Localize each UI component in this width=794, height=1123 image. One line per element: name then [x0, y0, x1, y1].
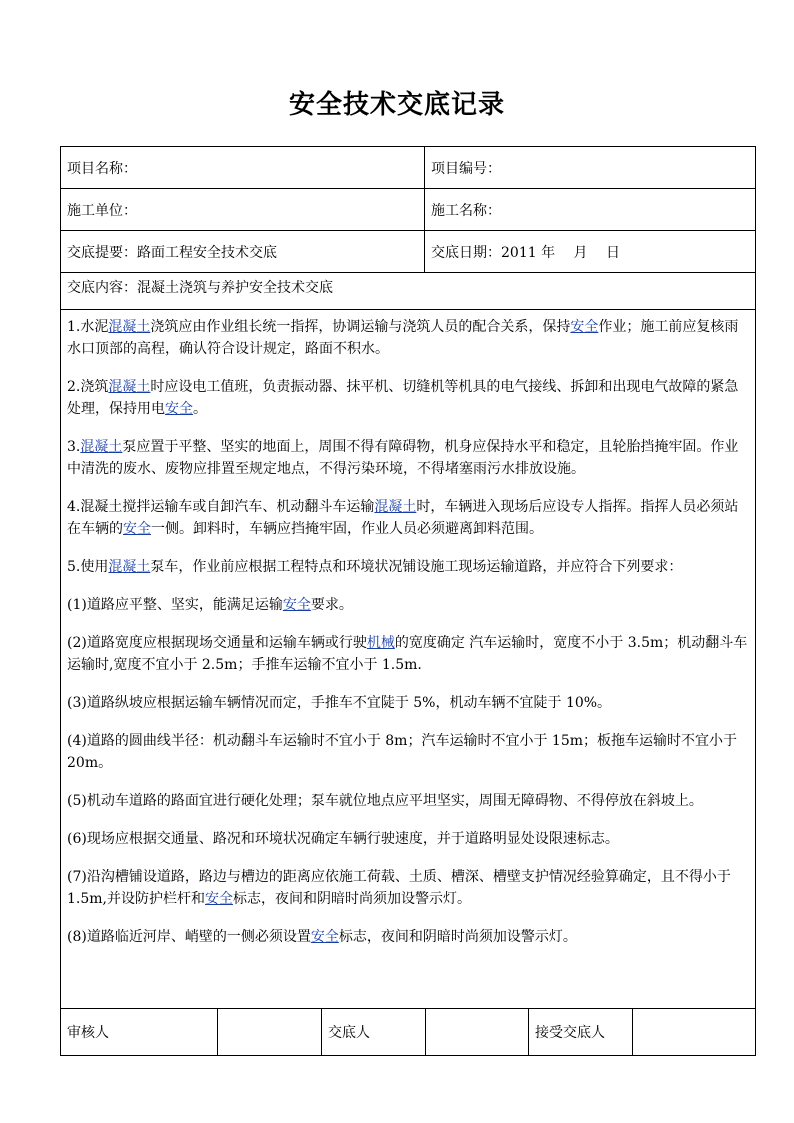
reviewer-signature-field[interactable] [217, 1009, 321, 1055]
content-label: 交底内容：混凝土浇筑与养护安全技术交底 [67, 280, 333, 296]
keyword-link[interactable]: 混凝土 [108, 319, 151, 335]
keyword-link[interactable]: 混凝土 [108, 379, 151, 395]
presenter-signature-field[interactable] [425, 1009, 528, 1055]
content-paragraph [67, 436, 750, 480]
content-paragraph [67, 828, 750, 850]
keyword-link[interactable]: 安全 [165, 401, 193, 417]
content-body [61, 310, 755, 1008]
receiver-label: 接受交底人 [535, 1025, 605, 1041]
date-label: 交底日期：2011 年 月 日 [431, 244, 620, 261]
project-name-label: 项目名称： [67, 160, 137, 177]
construction-unit-label: 施工单位： [67, 202, 137, 219]
reviewer-label-cell [61, 1009, 217, 1055]
summary-field[interactable] [61, 231, 424, 272]
content-paragraph [67, 496, 750, 540]
keyword-link[interactable]: 安全 [123, 521, 151, 537]
content-paragraph [67, 926, 750, 948]
paragraph-text: (3)道路纵坡应根据运输车辆情况而定，手推车不宜陡于 5%，机动车辆不宜陡于 10%。 [67, 695, 612, 711]
content-paragraph [67, 632, 750, 676]
paragraph-text: 作业；施工前应复核雨水口顶部的高程，确认符合设计规定，路面不积水。 [67, 319, 739, 357]
keyword-link[interactable]: 混凝土 [374, 499, 417, 515]
paragraph-text: 3. [67, 439, 81, 455]
paragraph-text: 泵车，作业前应根据工程特点和环境状况铺设施工现场运输道路，并应符合下列要求： [150, 559, 683, 575]
paragraph-text: 时，车辆进入现场后应设专人指挥。指挥人员必须站在车辆的 [67, 499, 739, 537]
paragraph-text: 泵应置于平整、坚实的地面上，周围不得有障碍物，机身应保持水平和稳定，且轮胎挡掩牢固。作业中清洗的废水、废物应排置至规定地点，不得污染环境，不得堵塞雨污水排放设施。 [67, 439, 739, 477]
keyword-link[interactable]: 安全 [205, 891, 233, 907]
paragraph-text: 4.混凝土搅拌运输车或自卸汽车、机动翻斗车运输 [67, 499, 375, 515]
project-no-label: 项目编号： [431, 160, 501, 177]
paragraph-text: 5.使用 [67, 559, 109, 575]
construction-unit-field[interactable] [61, 189, 424, 230]
paragraph-text: (2)道路宽度应根据现场交通量和运输车辆或行驶 [67, 635, 367, 651]
paragraph-text: (5)机动车道路的路面宜进行硬化处理；泵车就位地点应平坦坚实，周围无障碍物、不得停放在斜坡上。 [67, 793, 703, 809]
content-paragraph [67, 594, 750, 616]
receiver-label-cell [528, 1009, 632, 1055]
paragraph-text: 标志，夜间和阴暗时尚须加设警示灯。 [338, 929, 577, 945]
paragraph-text: (6)现场应根据交通量、路况和环境状况确定车辆行驶速度，并于道路明显处设限速标志。 [67, 831, 619, 847]
paragraph-text: (7)沿沟槽铺设道路，路边与槽边的距离应依施工荷载、土质、槽深、槽壁支护情况经验算确定，且不得小于 1.5m,并设防护栏杆和 [67, 869, 731, 907]
content-paragraph [67, 866, 750, 910]
paragraph-text: 一侧。卸料时，车辆应挡掩牢固，作业人员必须避离卸料范围。 [151, 521, 543, 537]
paragraph-text: 标志，夜间和阴暗时尚须加设警示灯。 [233, 891, 471, 907]
project-name-field[interactable] [61, 147, 424, 188]
content-paragraph [67, 556, 750, 578]
content-paragraph [67, 692, 750, 714]
summary-label: 交底提要：路面工程安全技术交底 [67, 244, 277, 261]
form-row-content-heading [61, 273, 755, 310]
document-title: 安全技术交底记录 [288, 90, 505, 120]
form-row-project [61, 147, 755, 189]
reviewer-label: 审核人 [67, 1025, 109, 1041]
paragraph-text: (1)道路应平整、坚实，能满足运输 [67, 597, 283, 613]
content-paragraph [67, 376, 750, 420]
paragraph-text: 要求。 [310, 597, 353, 613]
content-paragraph [67, 790, 750, 812]
project-no-field[interactable] [424, 147, 755, 188]
receiver-signature-field[interactable] [632, 1009, 755, 1055]
presenter-label: 交底人 [328, 1025, 370, 1041]
keyword-link[interactable]: 机械 [366, 635, 395, 651]
content-paragraph [67, 730, 750, 774]
paragraph-text: 浇筑应由作业组长统一指挥，协调运输与浇筑人员的配合关系，保持 [150, 319, 571, 335]
content-paragraph [67, 316, 750, 360]
paragraph-text: 。 [193, 401, 207, 417]
date-field[interactable] [424, 231, 755, 272]
paragraph-text: 时应设电工值班，负责振动器、抹平机、切缝机等机具的电气接线、拆卸和出现电气故障的紧急处理，保持用电 [67, 379, 739, 417]
keyword-link[interactable]: 安全 [310, 929, 339, 945]
construction-name-label: 施工名称： [431, 202, 501, 219]
keyword-link[interactable]: 混凝土 [108, 559, 151, 575]
form-row-summary [61, 231, 755, 273]
paragraph-text: 1.水泥 [67, 319, 109, 335]
paragraph-text: 2.浇筑 [67, 379, 109, 395]
paragraph-text: (4)道路的圆曲线半径：机动翻斗车运输时不宜小于 8m；汽车运输时不宜小于 15m；板拖车运输时不宜小于 20m。 [67, 733, 738, 771]
paragraph-list [67, 316, 750, 948]
form-row-signatures [61, 1008, 755, 1055]
paragraph-text: 的宽度确定 汽车运输时，宽度不小于 3.5m；机动翻斗车运输时,宽度不宜小于 2.5m；手推车运输不宜小于 1.5m. [67, 635, 748, 673]
keyword-link[interactable]: 安全 [570, 319, 599, 335]
keyword-link[interactable]: 混凝土 [80, 439, 123, 455]
construction-name-field[interactable] [424, 189, 755, 230]
keyword-link[interactable]: 安全 [282, 597, 311, 613]
form-row-unit [61, 189, 755, 231]
presenter-label-cell [321, 1009, 425, 1055]
paragraph-text: (8)道路临近河岸、峭壁的一侧必须设置 [67, 929, 311, 945]
disclosure-form [60, 146, 756, 1056]
